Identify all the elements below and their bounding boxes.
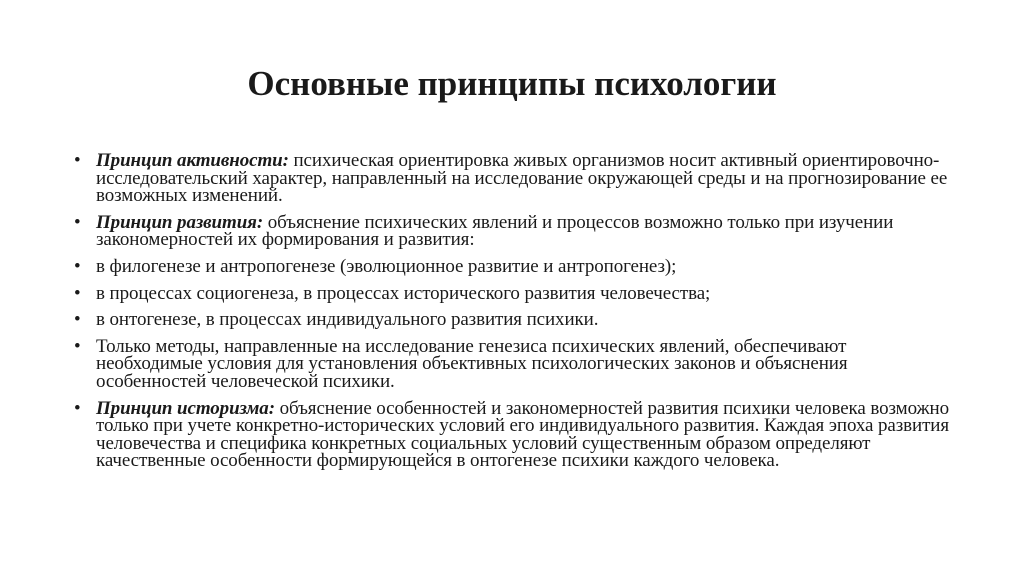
bullet-term: Принцип активности: [96, 150, 289, 171]
bullet-icon: • [74, 282, 81, 304]
bullet-term: Принцип развития: [96, 211, 264, 233]
bullet-text: Только методы, направленные на исследование генезиса психических явлений, обеспечивают необходимые условия для установления объективных психологических законов и объяснения особенностей человеческой психики. [96, 335, 848, 392]
bullet-icon: • [74, 335, 81, 357]
bullet-text: в онтогенезе, в процессах индивидуального развития психики. [96, 309, 599, 331]
bullet-item [74, 397, 954, 472]
bullet-item [74, 282, 954, 304]
bullet-icon: • [74, 309, 81, 331]
bullet-text: объяснение особенностей и закономерностей развития психики человека возможно только при учете конкретно-исторических условий его индивидуального развития. Каждая эпоха развития человечества и специфика конкретных социальных условий существенным образом определяют качественные особенности формирующейся в онтогенезе психики каждого человека. [96, 397, 950, 472]
bullet-text: в процессах социогенеза, в процессах исторического развития человечества; [96, 282, 711, 304]
bullet-item [74, 152, 954, 205]
bullet-icon: • [74, 211, 81, 233]
bullet-icon: • [74, 150, 81, 171]
bullet-item [74, 211, 954, 251]
bullet-text: психическая ориентировка живых организмов носит активный ориентировочно-исследовательский характер, направленный на исследование окружающей среды и на прогнозирование ее возможных изменений. [96, 150, 948, 207]
bullet-icon: • [74, 255, 81, 277]
bullet-item [74, 311, 954, 329]
bullet-term: Принцип историзма: [96, 397, 275, 419]
slide-title: Основные принципы психологии [247, 64, 777, 103]
bullet-text: в филогенезе и антропогенезе (эволюционное развитие и антропогенез); [96, 255, 677, 277]
bullet-item [74, 335, 954, 392]
bullet-text: объяснение психических явлений и процессов возможно только при изучении закономерностей их формирования и развития: [96, 211, 894, 251]
bullet-icon: • [74, 397, 81, 419]
bullet-item [74, 255, 954, 277]
bullet-list [74, 152, 954, 479]
